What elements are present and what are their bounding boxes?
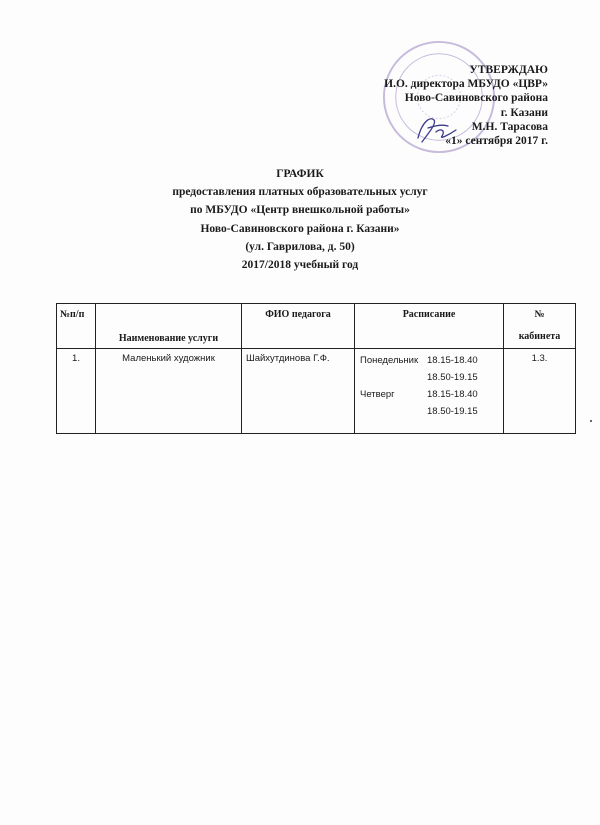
schedule-slot [355,369,503,386]
slot-time: 18.50-19.15 [427,406,478,417]
header-num-label: №п/п [60,309,85,320]
approval-date: «1» сентября 2017 г. [445,135,548,148]
title-school-year: 2017/2018 учебный год [241,258,359,271]
approval-district: Ново-Савиновского района [404,92,548,105]
approval-heading: УТВЕРЖДАЮ [469,64,548,76]
header-schedule [355,304,504,349]
document-title-block [0,165,600,274]
schedule-slot [355,403,503,420]
slot-day: Четверг [360,389,395,400]
header-teacher-label: ФИО педагога [265,309,331,320]
table-header-row [57,304,576,349]
header-room-symbol: № [534,309,545,320]
slot-time: 18.15-18.40 [427,389,478,400]
slot-time: 18.50-19.15 [427,372,478,383]
slot-time: 18.15-18.40 [427,355,478,366]
header-num [57,304,96,349]
slot-day: Понедельник [360,355,419,366]
cell-schedule [355,349,504,434]
header-service-label: Наименование услуги [118,333,219,344]
scan-speck [590,420,592,422]
header-room-label: кабинета [518,331,561,342]
approval-block [384,63,548,148]
header-room [504,304,576,349]
title-address: (ул. Гаврилова, д. 50) [245,240,355,253]
header-schedule-label: Расписание [402,309,456,320]
approval-position: И.О. директора МБУДО «ЦВР» [384,78,548,91]
approval-city: г. Казани [500,106,548,119]
cell-num: 1. [57,349,96,434]
schedule-slot [355,352,503,369]
approval-signatory: М.Н. Тарасова [471,120,548,133]
header-service [96,304,242,349]
signature [412,112,460,146]
cell-service: Маленький художник [96,349,242,434]
title-line-2: по МБУДО «Центр внешкольной работы» [190,204,410,217]
header-teacher [242,304,355,349]
title-line-3: Ново-Савиновского района г. Казани» [200,222,400,235]
cell-room: 1.3. [504,349,576,434]
cell-teacher: Шайхутдинова Г.Ф. [242,349,355,434]
schedule-table [56,303,576,434]
document-title: ГРАФИК [276,168,324,180]
table-row [57,349,576,434]
title-line-1: предоставления платных образовательных услуг [172,186,428,199]
schedule-slot [355,386,503,403]
